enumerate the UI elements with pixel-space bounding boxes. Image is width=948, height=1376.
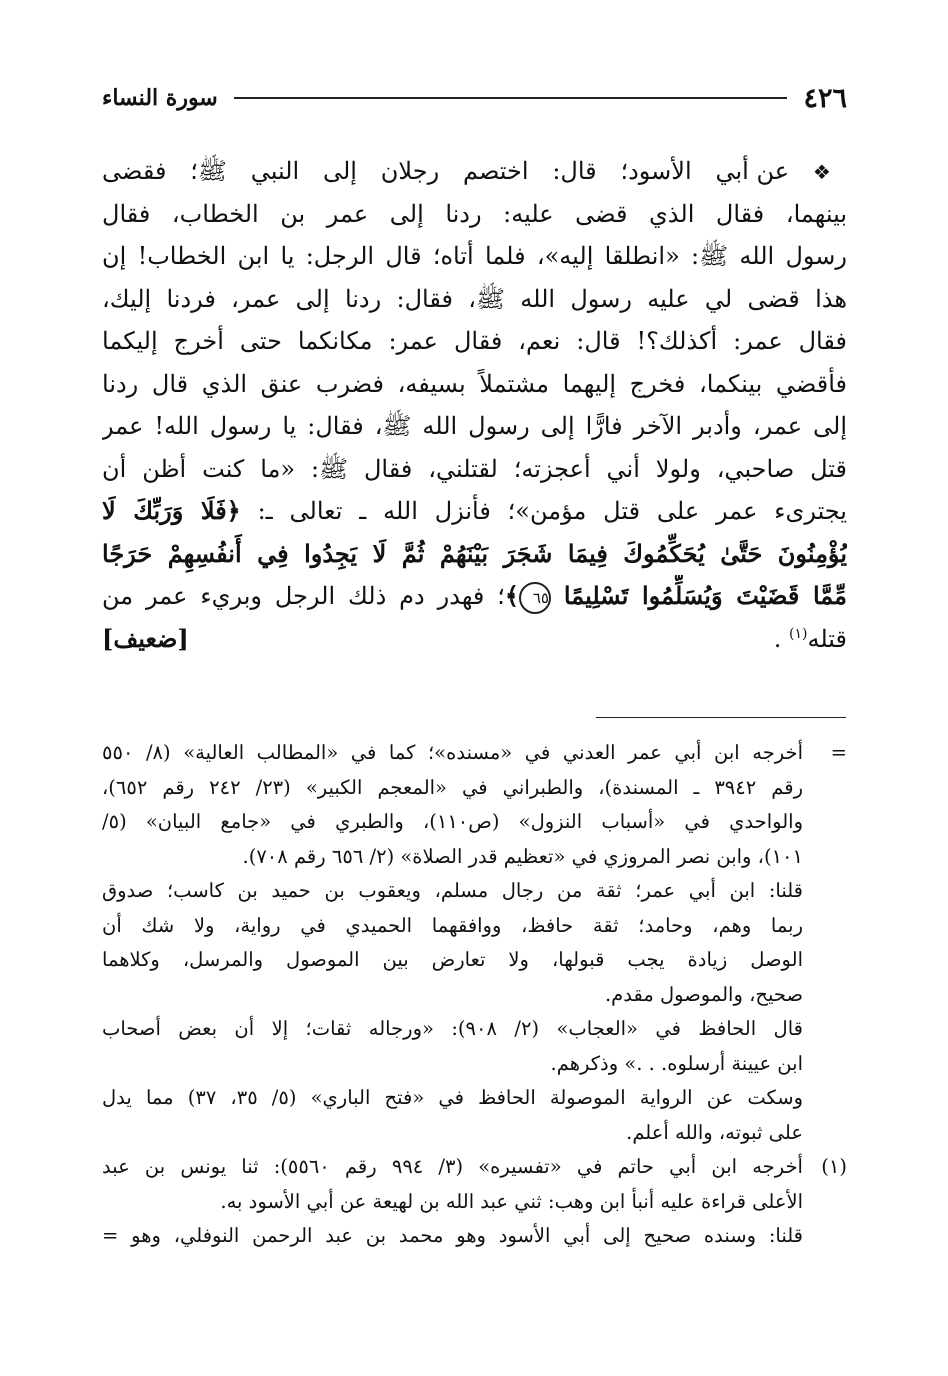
footnote-marker: = — [830, 741, 847, 764]
quran-verse-line: يُؤْمِنُونَ حَتَّىٰ يُحَكِّمُوكَ فِيمَا شَجَرَ بَيْنَهُمْ ثُمَّ لَا يَجِدُوا فِي أَنفُسِهِمْ حَرَجًا — [102, 538, 847, 568]
footnote-line: وسكت عن الرواية الموصولة الحافظ في «فتح الباري» (٥/ ٣٥، ٣٧) مما يدل — [102, 1086, 803, 1109]
footnote-line: الوصل زيادة يجب قبولها، ولا تعارض بين الموصول والمرسل، وكلاهما — [102, 948, 803, 971]
main-line-text: ؛ فهدر دم ذلك الرجل وبريء عمر من — [102, 582, 505, 610]
star-icon: ❖ — [812, 160, 847, 184]
footnote-line: ابن عيينة أرسلوه. . .» وذكرهم. — [550, 1051, 803, 1075]
main-line-text: يجترىء عمر على قتل مؤمن»؛ فأنزل الله ـ تعالى ـ: — [257, 497, 847, 525]
main-line: بينهما، فقال الذي قضى عليه: ردنا إلى عمر بن الخطاب، فقال — [102, 199, 847, 228]
surah-title: سورة النساء — [102, 85, 218, 111]
main-line: فأقضي بينكما، فخرج إليهما مشتملاً بسيفه، فضرب عنق الذي قال ردنا — [102, 369, 847, 398]
footnote-line: رقم ٣٩٤٢ ـ المسندة)، والطبراني في «المعجم الكبير» (٢٣/ ٢٤٢ رقم ٦٥٢)، — [102, 775, 803, 799]
footnote-line: قلنا: ابن أبي عمر؛ ثقة من رجال مسلم، ويعقوب بن حميد بن كاسب؛ صدوق — [102, 879, 803, 902]
footnote-line: أخرجه ابن أبي حاتم في «تفسيره» (٣/ ٩٩٤ رقم ٥٥٦٠): ثنا يونس بن عبد — [102, 1155, 803, 1178]
footnote — [102, 1081, 847, 1150]
quran-verse-start: ﴿فَلَا وَرَبِّكَ لَا — [102, 496, 241, 525]
footnote — [102, 1012, 847, 1081]
footnote-line: أخرجه ابن أبي عمر العدني في «مسنده»؛ كما في «المطالب العالية» (٨/ ٥٥٠ — [102, 741, 803, 764]
footnote-line: قال الحافظ في «العجاب» (٢/ ٩٠٨): «ورجاله ثقات؛ إلا أن بعض أصحاب — [102, 1017, 803, 1040]
main-line: هذا قضى لي عليه رسول الله ﷺ، فقال: ردنا إلى عمر، فردنا إليك، — [102, 284, 847, 313]
main-line — [102, 150, 847, 193]
main-last-line — [102, 618, 847, 661]
main-line-text: قتله — [807, 624, 847, 653]
main-line — [102, 575, 847, 618]
main-line-text: عن أبي الأسود؛ قال: اختصم رجلان إلى النبي ﷺ؛ فقضى — [102, 157, 790, 185]
main-line: فقال عمر: أكذلك؟! قال: نعم، فقال عمر: مكانكما حتى أخرج إليكما — [102, 327, 847, 355]
footnote-line: صحيح، والموصول مقدم. — [604, 982, 803, 1006]
page-number: ٤٢٦ — [803, 82, 847, 114]
footnote-line: ربما وهم، وحامد؛ ثقة حافظ، ووافقهما الحميدي في رواية، ولا شك أن — [102, 913, 803, 937]
footnote-separator — [596, 717, 846, 718]
footnote-line: على ثبوته، والله أعلم. — [626, 1120, 803, 1144]
footnote — [102, 1150, 847, 1219]
main-text — [102, 150, 847, 660]
main-line: رسول الله ﷺ: «انطلقا إليه»، فلما أتاه؛ قال الرجل: يا ابن الخطاب! إن — [102, 242, 847, 270]
quran-close-bracket: ﴾ — [504, 581, 519, 610]
quran-verse-end: مِّمَّا قَضَيْتَ وَيُسَلِّمُوا تَسْلِيمًا — [563, 581, 847, 610]
page-header — [102, 78, 847, 118]
main-last-text — [774, 618, 847, 661]
footnote — [102, 1219, 847, 1254]
grade-badge: [ضعيف] — [102, 623, 189, 653]
main-line — [102, 490, 847, 533]
footnote-line: الأعلى قراءة عليه أنبأ ابن وهب: ثني عبد الله بن لهيعة عن أبي الأسود به. — [220, 1189, 803, 1213]
footnote-line: قلنا: وسنده صحيح إلى أبي الأسود وهو محمد بن عبد الرحمن النوفلي، وهو = — [102, 1224, 803, 1247]
main-line: إلى عمر، وأدبر الآخر فارًّا إلى رسول الله ﷺ، فقال: يا رسول الله! عمر — [102, 412, 847, 440]
footnote-line: والواحدي في «أسباب النزول» (ص١١٠)، والطبري في «جامع البيان» (٥/ — [102, 810, 803, 833]
main-line: قتل صاحبي، ولولا أني أعجزته؛ لقتلني، فقال ﷺ: «ما كنت أظن أن — [102, 454, 847, 483]
footnote — [102, 874, 847, 1012]
footnote-marker: (١) — [821, 1155, 847, 1178]
footnote-line: ١٠١)، وابن نصر المروزي في «تعظيم قدر الصلاة» (٢/ ٦٥٦ رقم ٧٠٨). — [242, 844, 803, 868]
footnote-reference: (١) — [789, 625, 808, 642]
header-rule — [234, 97, 788, 99]
footnote — [102, 736, 847, 874]
footnotes — [102, 736, 847, 1254]
main-line-punct: . — [773, 624, 782, 653]
verse-number-mark: ٦٥ — [519, 582, 551, 614]
